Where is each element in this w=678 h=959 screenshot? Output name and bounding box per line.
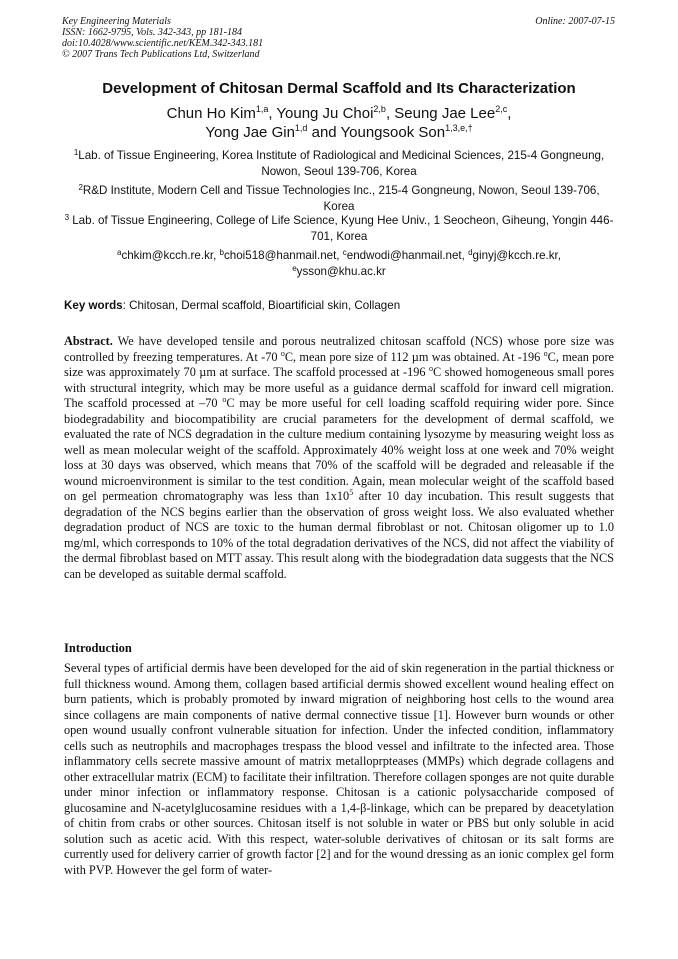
author-affil-marker: 2,c: [495, 104, 508, 114]
section-heading-introduction: Introduction: [64, 641, 132, 655]
author-name: Yong Jae Gin: [205, 124, 295, 141]
affiliation-3: [62, 213, 616, 245]
introduction-body: Several types of artificial dermis have been developed for the aid of skin regeneration in the partial thickness or full thickness wound. Among them, collagen based artificial dermis showed excellent wound healing effect on burn patients, which is probably promoted by inward migration of neighboring host cells to the wound area since collagens are main components of native dermal connective tissue [1]. However burn wounds or other open wound usually confront vulnerable situation for infection. Under the infected condition, inflammatory cells such as neutrophils and macrophages trespass the blood vessel and infiltrate to the infected area. Those inflammatory cells secrete massive amount of matrix metalloprpteases (MMPs) which degrade collagens and other extracellular matrix (ECM) to facilitate their infiltration. Therefore collagen sponges are not quite durable under minor infection or inflammatory response. Chitosan is a cationic polysaccharide composed of glucosamine and N-acetylglucosamine residues with a 1,4-β-linkage, which can be prepared by deacetylation of chitin from crabs or other sources. Chitosan itself is not soluble in water or PBS but only soluble in acid solution such as acetic acid. With this respect, water-soluble derivatives of chitosan or its salt forms are currently used for delivery carrier of growth factor [2] and for the wound dressing as an ionic complex gel form with PVP. However the gel form of water-: [64, 661, 614, 877]
keywords-label: Key words: [64, 299, 123, 312]
email-marker: c: [342, 248, 347, 257]
journal-header: [62, 16, 263, 60]
keywords: [64, 298, 400, 313]
degree-superscript: o: [543, 348, 548, 358]
abstract-text: C, mean pore size was approximately 70 µm at surface. The scaffold processed at -196: [64, 349, 615, 379]
exponent-superscript: 5: [349, 488, 354, 497]
author-name: , Young Ju Choi: [268, 105, 374, 122]
email-address: endwodi@hanmail.net,: [346, 249, 469, 262]
abstract-text: C may be more useful for cell loading scaffold requiring wider pore. Since biodegradability and biocompatibility are crucial parameters for the development of dermal scaffold, we evaluated the rate of NCS degradation in the culture medium containing lysozyme by measuring weight loss as well as mean molecular weight of the scaffold. Approximately 40% weight loss at one week and 70% weight loss at 30 days was observed, which means that 70% of the scaffold will be degraded and releasable if the wound microenvironment is similar to the test condition. Again, mean molecular weight of the scaffold based on gel permeation chromatography was less than 1x10: [64, 396, 614, 503]
journal-name: Key Engineering Materials: [62, 16, 171, 27]
author-name: and Youngsook Son: [307, 124, 446, 141]
author-name: , Seung Jae Lee: [385, 105, 496, 122]
email-marker: e: [292, 264, 297, 273]
email-address: chkim@kcch.re.kr,: [121, 249, 220, 262]
affiliation-2: [62, 183, 616, 215]
email-marker: b: [219, 248, 224, 257]
email-address: choi518@hanmail.net,: [223, 249, 343, 262]
degree-superscript: o: [222, 395, 227, 404]
abstract: [64, 334, 614, 582]
email-marker: a: [116, 248, 122, 257]
affiliation-text: Lab. of Tissue Engineering, College of Life Science, Kyung Hee Univ., 1 Seocheon, Giheung, Yongin 446-701, Korea: [69, 214, 614, 243]
abstract-text: C showed homogeneous small pores with structural integrity, which may be more useful as a guidance dermal scaffold for inward cell migration. The scaffold processed at –70: [64, 365, 614, 410]
copyright-line: © 2007 Trans Tech Publications Ltd, Switzerland: [62, 49, 260, 60]
author-name: Chun Ho Kim: [166, 105, 256, 122]
author-affil-marker: 2,b: [373, 104, 386, 114]
keywords-text: : Chitosan, Dermal scaffold, Bioartificial skin, Collagen: [122, 299, 401, 312]
degree-superscript: o: [280, 348, 285, 358]
abstract-text: C, mean pore size of 112 µm was obtained. At -196: [284, 349, 544, 364]
degree-superscript: o: [428, 364, 433, 373]
affiliation-marker: 3: [64, 213, 70, 222]
abstract-label: Abstract.: [64, 334, 113, 348]
affiliation-1: [62, 148, 616, 180]
author-affil-marker: 1,a: [255, 104, 269, 114]
author-separator: ,: [507, 105, 512, 122]
email-marker: d: [468, 248, 473, 257]
abstract-text: after 10 day incubation. This result suggests that degradation of the NCS begins earlier than the observation of gross weight loss. We also evaluated whether degradation product of NCS are toxic to the human dermal fibroblast or not. Chitosan oligomer up to 1.0 mg/ml, which corresponds to 10% of the total degradation derivatives of the NCS, did not affect the viability of the dermal fibroblast based on MTT assay. This result along with the biodegradation data suggests that the NCS can be developed as suitable dermal scaffold.: [64, 489, 614, 581]
affiliation-text: Lab. of Tissue Engineering, Korea Institute of Radiological and Medicinal Sciences, 215-4 Gongneung, Nowon, Seoul 139-706, Korea: [78, 149, 605, 178]
email-address: ginyj@kcch.re.kr,: [472, 249, 561, 262]
affiliation-text: R&D Institute, Modern Cell and Tissue Technologies Inc., 215-4 Gongneung, Nowon, Seoul 139-706, Korea: [82, 184, 600, 213]
author-affil-marker: 1,d: [294, 123, 308, 133]
online-date: Online: 2007-07-15: [535, 16, 615, 27]
issn-line: ISSN: 1662-9795, Vols. 342-343, pp 181-184: [62, 27, 242, 38]
abstract-text: We have developed tensile and porous neutralized chitosan scaffold (NCS) whose pore size was controlled by freezing temperatures. At -70: [64, 334, 614, 364]
affiliation-marker: 2: [78, 183, 83, 192]
affiliation-marker: 1: [73, 148, 79, 157]
email-address: ysson@khu.ac.kr: [296, 265, 386, 278]
doi-line: doi:10.4028/www.scientific.net/KEM.342-343.181: [62, 38, 264, 49]
author-list: [60, 104, 618, 142]
author-emails: [62, 248, 616, 280]
author-affil-marker: 1,3,e,†: [445, 123, 473, 133]
paper-title: Development of Chitosan Dermal Scaffold and Its Characterization: [102, 80, 576, 97]
